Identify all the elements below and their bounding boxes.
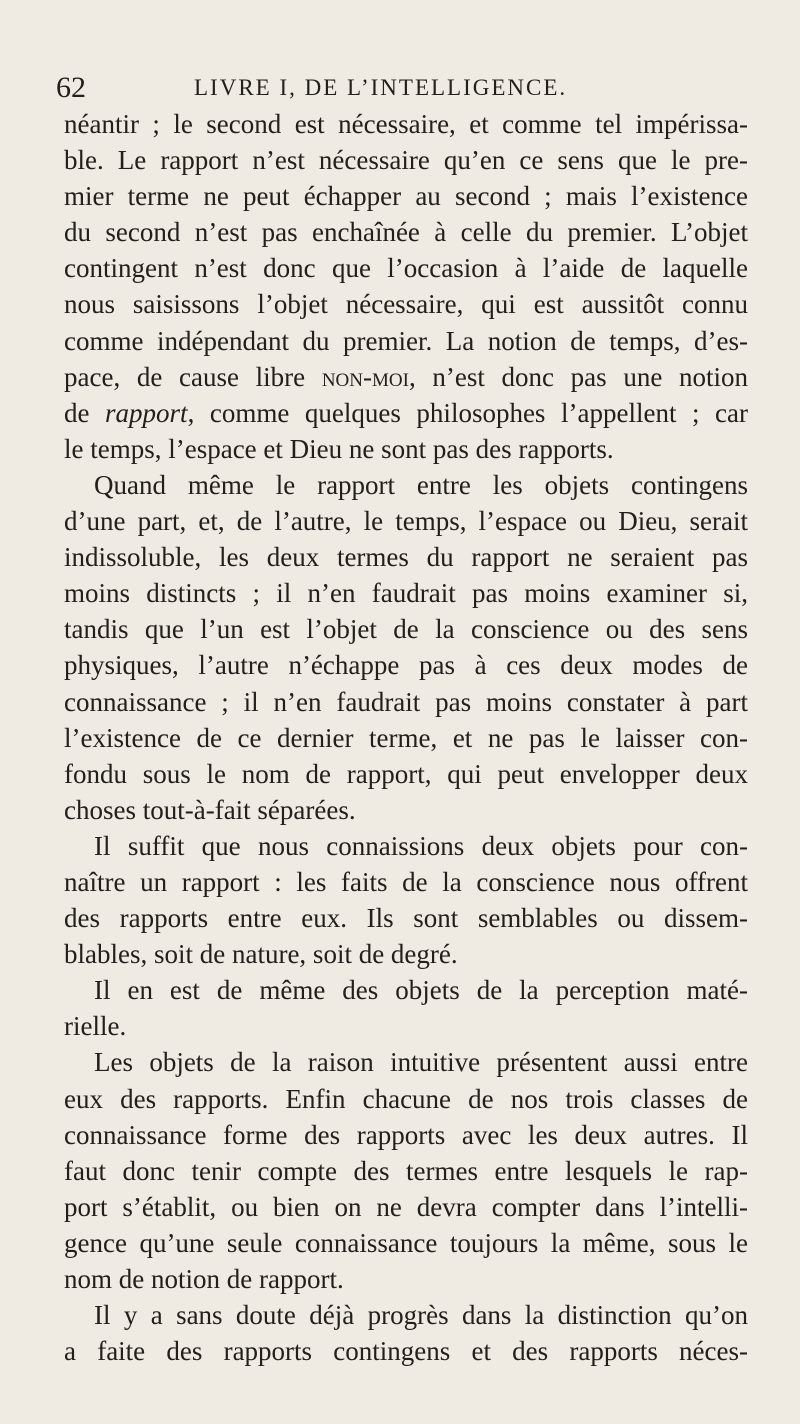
text-line: indissoluble, les deux termes du rapport ne seraient pas (64, 542, 748, 573)
text-line: Il y a sans doute déjà progrès dans la distinction qu’on (94, 1300, 748, 1331)
text-line: contingent n’est donc que l’occasion à l’aide de laquelle (64, 253, 748, 284)
text-line: comme indépendant du premier. La notion de temps, d’es- (64, 325, 748, 356)
text-line: a faite des rapports contingens et des rapports néces- (64, 1336, 748, 1367)
italic-term: rapport (105, 397, 188, 428)
text-line: Les objets de la raison intuitive présentent aussi entre (94, 1047, 748, 1078)
text-line: connaissance forme des rapports avec les deux autres. Il (64, 1119, 748, 1150)
running-head: LIVRE I, DE L’INTELLIGENCE. (194, 75, 568, 100)
text-line: moins distincts ; il n’en faudrait pas moins examiner si, (64, 578, 748, 609)
text-line: Il suffit que nous connaissions deux objets pour con- (94, 830, 748, 861)
text-line: ble. Le rapport n’est nécessaire qu’en ce sens que le pre- (64, 145, 748, 176)
text-line: nous saisissons l’objet nécessaire, qui est aussitôt connu (64, 289, 748, 320)
text-line: rielle. (64, 1011, 127, 1042)
text-line: l’existence de ce dernier terme, et ne pas le laisser con- (64, 722, 748, 753)
text-line: du second n’est pas enchaînée à celle du premier. L’objet (64, 217, 748, 248)
text-line: gence qu’une seule connaissance toujours la même, sous le (64, 1227, 748, 1258)
text-line: eux des rapports. Enfin chacune de nos trois classes de (64, 1083, 748, 1114)
text-fragment: , comme quelques philosophes l’appellent ; car (187, 397, 749, 428)
text-line: mier terme ne peut échapper au second ; mais l’existence (64, 181, 748, 212)
text-fragment: de (64, 397, 106, 428)
text-fragment: pace, de cause libre (64, 361, 322, 392)
text-line: Quand même le rapport entre les objets contingens (94, 469, 748, 500)
text-line: des rapports entre eux. Ils sont semblables ou dissem- (64, 903, 748, 934)
text-line: physiques, l’autre n’échappe pas à ces deux modes de (64, 650, 748, 681)
small-caps-term: non-moi (321, 361, 409, 392)
text-line (64, 359, 748, 395)
text-line: fondu sous le nom de rapport, qui peut envelopper deux (64, 758, 748, 789)
text-line: tandis que l’un est l’objet de la conscience ou des sens (64, 614, 748, 645)
page-header (56, 70, 746, 106)
text-fragment: , n’est donc pas une notion (408, 361, 749, 392)
body-text (64, 106, 748, 1369)
text-line: port s’établit, ou bien on ne devra compter dans l’intelli- (64, 1191, 748, 1222)
page-number: 62 (56, 71, 86, 104)
text-line: néantir ; le second est nécessaire, et comme tel impérissa- (64, 109, 748, 139)
text-line: d’une part, et, de l’autre, le temps, l’espace ou Dieu, serait (64, 506, 748, 537)
text-line: faut donc tenir compte des termes entre lesquels le rap- (64, 1155, 748, 1186)
text-line: naître un rapport : les faits de la conscience nous offrent (64, 866, 748, 897)
text-line: nom de notion de rapport. (64, 1264, 344, 1294)
text-line: blables, soit de nature, soit de degré. (64, 939, 458, 970)
text-line: connaissance ; il n’en faudrait pas moins constater à part (64, 686, 748, 717)
text-line: le temps, l’espace et Dieu ne sont pas des rapports. (64, 433, 614, 464)
text-line: choses tout-à-fait séparées. (64, 794, 356, 825)
text-line: Il en est de même des objets de la perception maté- (94, 975, 748, 1006)
text-line (64, 395, 748, 431)
